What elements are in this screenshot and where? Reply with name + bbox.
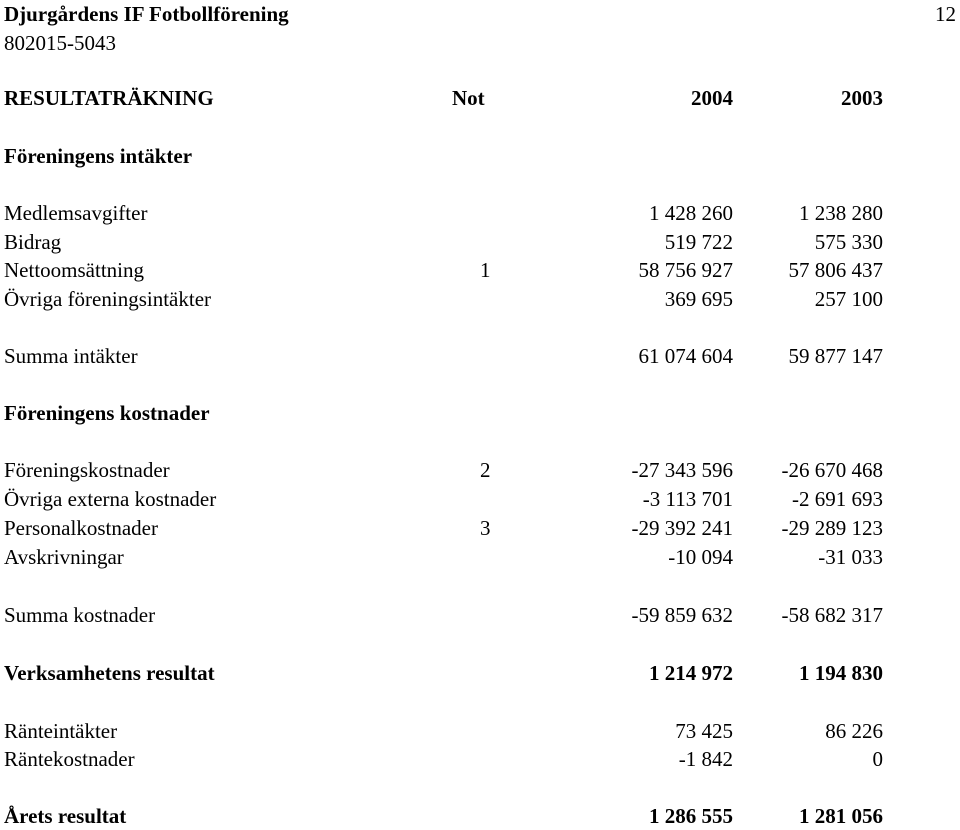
row-value-2004: 1 286 555 (649, 804, 733, 828)
section-heading: Föreningens intäkter (4, 144, 193, 168)
row-value-2004: 1 428 260 (649, 201, 733, 225)
row-label: Övriga föreningsintäkter (4, 287, 212, 311)
table-row (0, 717, 960, 745)
row-value-2004: -10 094 (668, 545, 733, 569)
row-label: Verksamhetens resultat (4, 661, 215, 685)
row-label: Räntekostnader (4, 747, 135, 771)
year-2004-header: 2004 (691, 86, 733, 110)
row-value-2004: 73 425 (675, 719, 733, 743)
year-2003-header: 2003 (841, 86, 883, 110)
row-value-2004: 369 695 (664, 287, 733, 311)
row-value-2004: -3 113 701 (642, 487, 733, 511)
row-value-2003: 257 100 (814, 287, 883, 311)
row-note: 3 (480, 516, 491, 540)
table-row (0, 456, 960, 484)
table-row (0, 745, 960, 773)
row-value-2004: 58 756 927 (638, 258, 733, 282)
income-statement-header (0, 84, 960, 112)
row-value-2004: -1 842 (678, 747, 733, 771)
costs-section-heading (0, 399, 960, 427)
row-value-2003: 59 877 147 (788, 344, 883, 368)
table-row (0, 514, 960, 542)
row-value-2003: -26 670 468 (781, 458, 883, 482)
row-value-2004: 1 214 972 (649, 661, 733, 685)
table-row (0, 199, 960, 227)
row-value-2004: 61 074 604 (638, 344, 733, 368)
row-value-2003: 57 806 437 (788, 258, 883, 282)
row-label: Avskrivningar (4, 545, 124, 569)
table-row (0, 256, 960, 284)
statement-title: RESULTATRÄKNING (4, 86, 214, 110)
section-heading: Föreningens kostnader (4, 401, 210, 425)
table-row (0, 285, 960, 313)
row-label: Föreningskostnader (4, 458, 170, 482)
note-column-header: Not (452, 86, 485, 110)
table-row (0, 601, 960, 629)
row-value-2003: -58 682 317 (781, 603, 883, 627)
row-value-2003: -2 691 693 (792, 487, 883, 511)
table-row (0, 342, 960, 370)
row-label: Årets resultat (4, 804, 127, 828)
table-row (0, 802, 960, 830)
table-row (0, 228, 960, 256)
row-value-2004: -29 392 241 (631, 516, 733, 540)
organization-name: Djurgårdens IF Fotbollförening (4, 2, 289, 26)
income-section-heading (0, 142, 960, 170)
table-row (0, 543, 960, 571)
row-value-2003: 1 194 830 (799, 661, 883, 685)
row-value-2003: 86 226 (825, 719, 883, 743)
row-label: Övriga externa kostnader (4, 487, 217, 511)
row-value-2004: -27 343 596 (631, 458, 733, 482)
row-value-2004: -59 859 632 (631, 603, 733, 627)
row-value-2003: 1 281 056 (799, 804, 883, 828)
row-value-2003: -31 033 (818, 545, 883, 569)
row-value-2003: -29 289 123 (781, 516, 883, 540)
row-label: Summa intäkter (4, 344, 138, 368)
row-value-2003: 575 330 (814, 230, 883, 254)
row-label: Bidrag (4, 230, 62, 254)
row-value-2003: 1 238 280 (799, 201, 883, 225)
row-label: Medlemsavgifter (4, 201, 148, 225)
row-note: 2 (480, 458, 491, 482)
table-row (0, 659, 960, 687)
row-value-2003: 0 (872, 747, 883, 771)
row-label: Ränteintäkter (4, 719, 118, 743)
organization-number: 802015-5043 (4, 31, 116, 55)
row-label: Personalkostnader (4, 516, 158, 540)
row-note: 1 (480, 258, 491, 282)
row-label: Summa kostnader (4, 603, 156, 627)
page-number: 12 (935, 2, 956, 26)
row-label: Nettoomsättning (4, 258, 144, 282)
row-value-2004: 519 722 (664, 230, 733, 254)
table-row (0, 485, 960, 513)
